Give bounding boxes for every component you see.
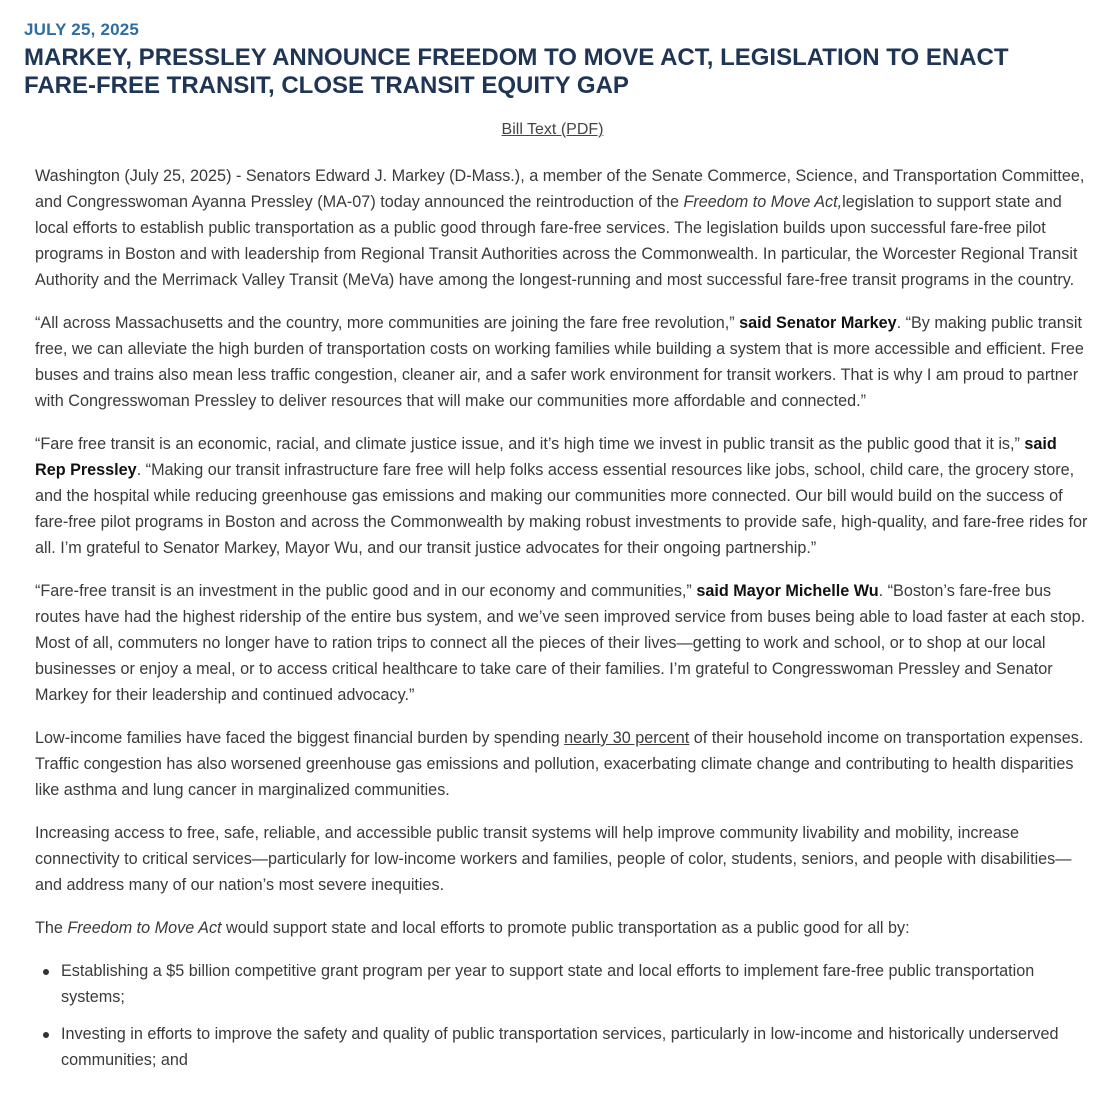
intro-text-a: Washington (July 25, 2025) - Senators Edward J. Markey (D-Mass.), a member of the Senate Commerce, Science, and Transportation Committee, and Congresswoman Ayanna Pressley (MA-07) today announced the reintroduction of the (35, 167, 1085, 211)
list-item: Investing in efforts to improve the safety and quality of public transportation services, particularly in low-income and historically underserved communities; and (35, 1021, 1090, 1073)
quote-text-a: “Fare free transit is an economic, racial, and climate justice issue, and it’s high time we invest in public transit as the public good that it is,” (35, 435, 1025, 453)
quote-text-b: . “Boston’s fare-free bus routes have had the highest ridership of the entire bus system, and we’ve seen improved service from buses being able to load faster at each stop. Most of all, commuters no longer have to ration trips to connect all the pieces of their lives—getting to work and school, or to shop at our local businesses or enjoy a meal, or to access critical healthcare to take care of their families. I’m grateful to Congresswoman Pressley and Senator Markey for their leadership and continued advocacy.” (35, 582, 1086, 704)
pressley-quote-paragraph (35, 431, 1090, 561)
summary-text-a: The (35, 919, 68, 937)
intro-text-b: legislation to support state and local efforts to establish public transportation as a public good through fare-free services. The legislation builds upon successful fare-free pilot programs in Boston and with leadership from Regional Transit Authorities across the Commonwealth. In particular, the Worcester Regional Transit Authority and the Merrimack Valley Transit (MeVa) have among the longest-running and most successful fare-free transit programs in the country. (35, 193, 1078, 289)
quote-text-b: . “By making public transit free, we can alleviate the high burden of transportation costs on working families while building a system that is more accessible and efficient. Free buses and trains also mean less traffic congestion, cleaner air, and a safer work environment for transit workers. That is why I am proud to partner with Congresswoman Pressley to deliver resources that will make our communities more affordable and connected.” (35, 314, 1084, 410)
summary-text-b: would support state and local efforts to promote public transportation as a public good for all by: (221, 919, 910, 937)
article-date: JULY 25, 2025 (24, 20, 140, 39)
speaker-attribution: said Senator Markey (739, 314, 897, 332)
burden-paragraph (35, 725, 1090, 803)
quote-text-b: . “Making our transit infrastructure fare free will help folks access essential resources like jobs, school, child care, the grocery store, and the hospital while reducing greenhouse gas emissions and making our communities more connected. Our bill would build on the success of fare-free pilot programs in Boston and across the Commonwealth by making robust investments to provide safe, high-quality, and fare-free rides for all. I’m grateful to Senator Markey, Mayor Wu, and our transit justice advocates for their ongoing partnership.” (35, 461, 1088, 557)
article-headline: MARKEY, PRESSLEY ANNOUNCE FREEDOM TO MOVE ACT, LEGISLATION TO ENACT FARE-FREE TRANSIT, CLOSE TRANSIT EQUITY GAP (24, 44, 1009, 99)
markey-quote-paragraph (35, 310, 1090, 414)
speaker-attribution: said Rep Pressley (35, 435, 1057, 479)
intro-paragraph (35, 163, 1090, 293)
speaker-attribution: said Mayor Michelle Wu (696, 582, 879, 600)
quote-text-a: “Fare-free transit is an investment in the public good and in our economy and communities,” (35, 582, 697, 600)
article-body (35, 163, 1090, 1084)
act-name: Freedom to Move Act (67, 919, 222, 937)
bill-text-link-container (0, 121, 1105, 139)
nearly-30-percent-link[interactable]: nearly 30 percent (564, 729, 690, 747)
burden-text-a: Low-income families have faced the biggest financial burden by spending (35, 729, 565, 747)
list-item: Establishing a $5 billion competitive grant program per year to support state and local efforts to implement fare-free public transportation systems; (35, 958, 1090, 1010)
act-summary-paragraph (35, 915, 1090, 941)
provisions-list (35, 958, 1090, 1073)
wu-quote-paragraph (35, 578, 1090, 708)
bill-text-pdf-link[interactable]: Bill Text (PDF) (501, 121, 604, 138)
quote-text-a: “All across Massachusetts and the country, more communities are joining the fare free revolution,” (35, 314, 740, 332)
access-paragraph: Increasing access to free, safe, reliable, and accessible public transit systems will help improve community livability and mobility, increase connectivity to critical services—particularly for low-income workers and families, people of color, students, seniors, and people with disabilities—and address many of our nation’s most severe inequities. (35, 824, 1072, 894)
burden-text-b: of their household income on transportation expenses. Traffic congestion has also worsened greenhouse gas emissions and pollution, exacerbating climate change and contributing to health disparities like asthma and lung cancer in marginalized communities. (35, 729, 1084, 799)
act-name: Freedom to Move Act, (683, 193, 843, 211)
